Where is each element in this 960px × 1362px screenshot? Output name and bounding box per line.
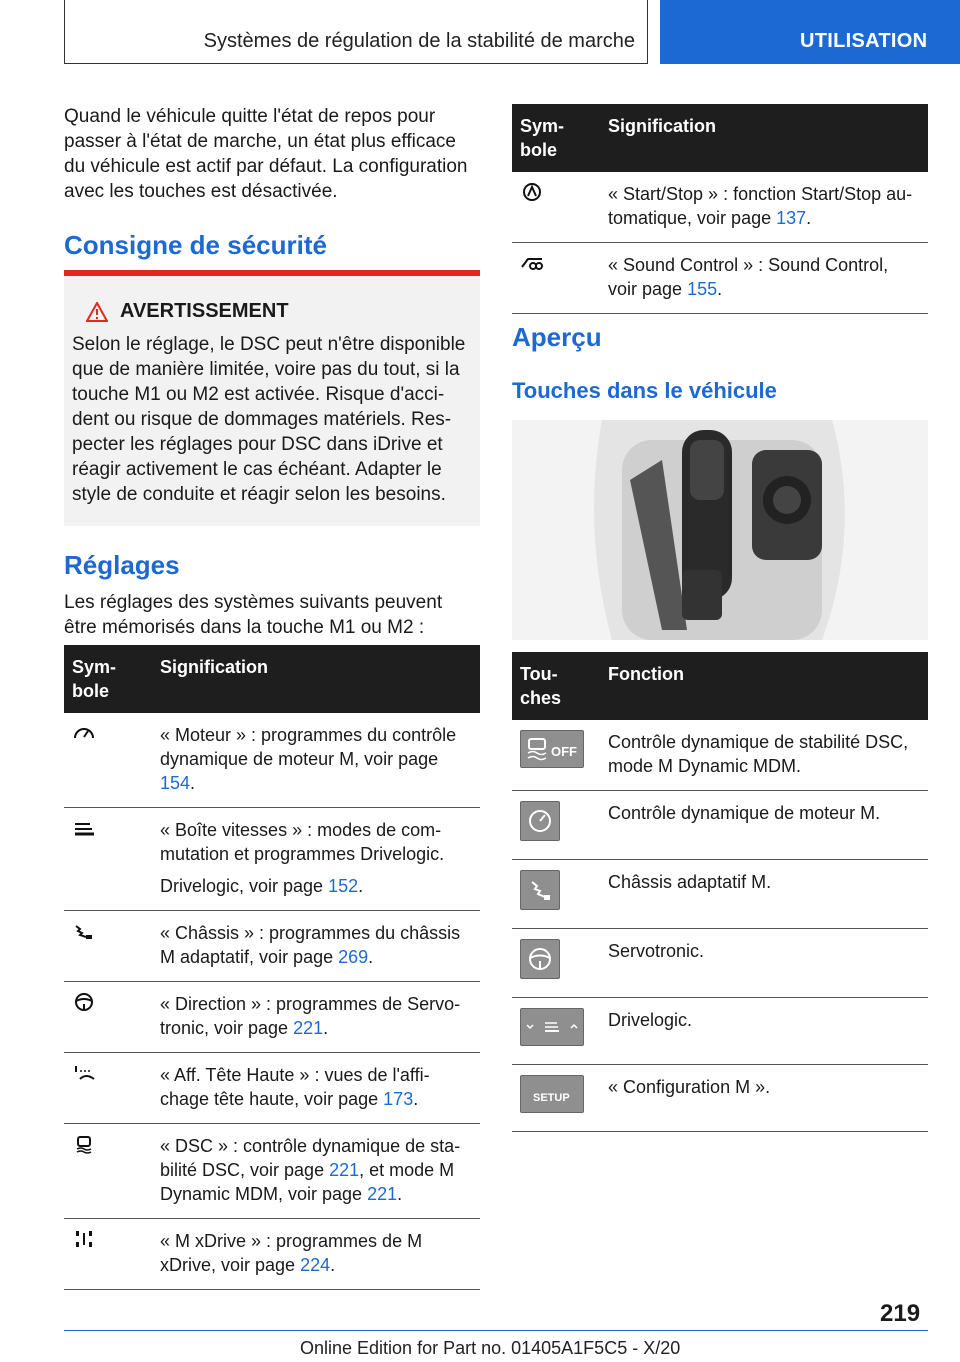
row-text: Contrôle dynamique de stabilité DSC, mode M Dynamic MDM. (600, 720, 928, 791)
header-tab (660, 0, 960, 64)
console-illustration (512, 420, 928, 640)
table-row (512, 243, 928, 314)
row-text: « Start/Stop » : fonction Start/Stop au-tomatique, voir page (608, 184, 913, 228)
page-number: 219 (880, 1300, 921, 1327)
table-row (64, 713, 480, 808)
row-text: « Aff. Tête Haute » : vues de l'affi-chage tête haute, voir page (160, 1065, 430, 1109)
page-link[interactable]: 152 (328, 876, 359, 896)
settings-heading: Réglages (64, 550, 180, 580)
dsc-off-button-icon (520, 730, 584, 768)
drivelogic-button-icon (520, 1008, 584, 1046)
off-label: OFF (551, 744, 577, 759)
page-link[interactable]: 173 (383, 1089, 414, 1109)
table-row (64, 982, 480, 1053)
center-console-photo (512, 420, 928, 640)
row-text: Servotronic. (600, 929, 928, 998)
settings-table (64, 645, 480, 1290)
row-text-end: . (368, 947, 374, 967)
row-text-end: . (806, 208, 812, 228)
engine-dial-icon (72, 723, 96, 743)
row-text: « Direction » : programmes de Servo-tronic, voir page (160, 994, 461, 1038)
sound-control-icon (520, 253, 544, 273)
setup-label: SETUP (533, 1092, 570, 1104)
table-row (64, 911, 480, 982)
row-text-end: . (330, 1255, 336, 1275)
table-row (512, 172, 928, 243)
col-function-header: Fonction (600, 652, 928, 720)
setup-button-icon (520, 1075, 584, 1113)
row-text: « Sound Control » : Sound Control, voir page (608, 255, 889, 299)
table-row (64, 1124, 480, 1219)
col-symbol-header: Sym-bole (64, 645, 152, 713)
row-text-end: . (397, 1184, 403, 1204)
warning-box (64, 270, 480, 526)
row-text: « Moteur » : programmes du contrôle dynamique de moteur M, voir page (160, 725, 457, 769)
overview-subheading: Touches dans le véhicule (512, 378, 777, 403)
page-link[interactable]: 221 (293, 1018, 324, 1038)
warning-title: AVERTISSEMENT (120, 300, 289, 322)
row-text-end: . (323, 1018, 329, 1038)
engine-dial-icon (527, 808, 553, 834)
intro-paragraph: Quand le véhicule quitte l'état de repos pour passer à l'état de marche, un état plus efficace du véhicule est actif par défaut. La configuration avec les touches est désactivée. (64, 106, 468, 202)
page-link[interactable]: 154 (160, 773, 191, 793)
row-text: « Configuration M ». (600, 1065, 928, 1132)
table-row (512, 720, 928, 791)
settings-table-continued (512, 104, 928, 314)
row-text: « M xDrive » : programmes de M xDrive, voir page (160, 1231, 423, 1275)
drivelogic-symbols (525, 1017, 579, 1037)
row-text-end: . (190, 773, 196, 793)
steering-button-icon (520, 939, 560, 979)
table-row (64, 1219, 480, 1290)
overview-heading: Aperçu (512, 322, 602, 352)
table-row (512, 791, 928, 860)
page-link[interactable]: 224 (300, 1255, 331, 1275)
warning-triangle-icon (86, 302, 108, 322)
chassis-button-icon (520, 870, 560, 910)
table-row (64, 1053, 480, 1124)
chassis-spring-icon (72, 921, 96, 941)
chassis-spring-icon (527, 877, 553, 903)
steering-wheel-icon (527, 946, 553, 972)
engine-dial-button-icon (520, 801, 560, 841)
table-row (512, 998, 928, 1065)
header-tab-label: UTILISATION (800, 30, 928, 52)
row-text: « DSC » : contrôle dynamique de sta-bilité DSC, voir page (160, 1136, 461, 1180)
header-section-box (64, 0, 648, 64)
table-row (512, 860, 928, 929)
page-link[interactable]: 137 (776, 208, 807, 228)
row-text-end: . (717, 279, 723, 299)
col-keys-header: Tou-ches (512, 652, 600, 720)
row-text: Châssis adaptatif M. (600, 860, 928, 929)
buttons-table (512, 652, 928, 1132)
xdrive-axle-icon (72, 1229, 96, 1249)
col-meaning-header: Signification (152, 645, 480, 713)
start-stop-icon (520, 182, 544, 202)
row-text-end: . (358, 876, 364, 896)
safety-heading: Consigne de sécurité (64, 230, 327, 260)
row-text: , et mode M Dynamic MDM, voir page (160, 1160, 455, 1204)
page-link[interactable]: 221 (367, 1184, 398, 1204)
table-row (512, 929, 928, 998)
warning-text: Selon le réglage, le DSC peut n'être disponible que de manière limitée, voire pas du tout, si la touche M1 ou M2 est activée. Risque d'acci-dent ou risque de dommages matériels. Res-pecter les réglages pour DSC dans iDrive et réagir activement le cas échéant. Adapter le style de conduite et réagir selon les besoins. (72, 334, 466, 505)
row-text: « Châssis » : programmes du châssis M adaptatif, voir page (160, 923, 461, 967)
gearbox-lines-icon (72, 818, 96, 838)
page-link[interactable]: 269 (338, 947, 369, 967)
row-text: Drivelogic, voir page (160, 876, 329, 896)
header-section-title: Systèmes de régulation de la stabilité de marche (203, 30, 635, 52)
head-up-display-icon (72, 1063, 96, 1083)
col-meaning-header: Signification (600, 104, 928, 172)
page-link[interactable]: 221 (329, 1160, 360, 1180)
page-link[interactable]: 155 (687, 279, 718, 299)
row-text: Drivelogic. (600, 998, 928, 1065)
footer-divider (64, 1330, 928, 1331)
settings-text: Les réglages des systèmes suivants peuvent être mémorisés dans la touche M1 ou M2 : (64, 592, 443, 638)
row-text: Contrôle dynamique de moteur M. (600, 791, 928, 860)
footer-edition: Online Edition for Part no. 01405A1F5C5 - X/20 (300, 1338, 681, 1358)
row-text-end: . (413, 1089, 419, 1109)
row-text: « Boîte vitesses » : modes de com-mutation et programmes Drivelogic. (160, 820, 445, 864)
col-symbol-header: Sym-bole (512, 104, 600, 172)
dsc-car-icon (72, 1134, 96, 1154)
dsc-car-icon (526, 737, 548, 761)
steering-wheel-icon (72, 992, 96, 1012)
table-row (512, 1065, 928, 1132)
table-row (64, 808, 480, 911)
